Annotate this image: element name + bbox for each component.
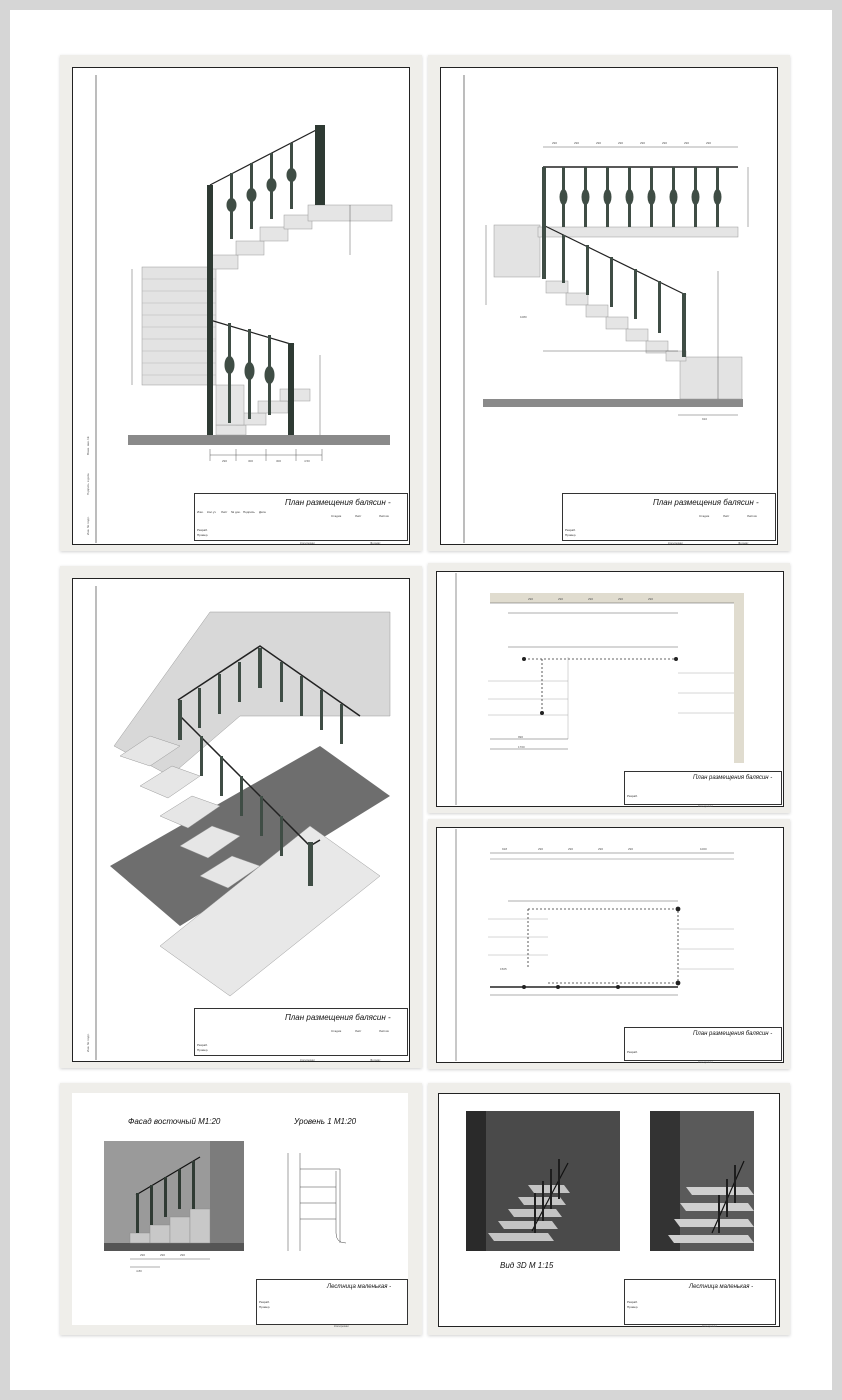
sheet-7-lbl-razrab: Разраб. [627,1300,638,1304]
sheet-6-caption-facade: Фасад восточный М1:20 [128,1117,221,1126]
sheet-2-lbl-prov: Провер. [565,533,577,537]
sheet-2-dim-f: 290 [662,141,668,145]
sheet-3-lbl-razrab: Разраб. [197,1043,208,1047]
sheet-2-lbl-sheets: Листов [747,514,757,518]
sheet-2-dim-i: 1080 [520,315,527,319]
sheet-4-dim-a: 290 [528,597,534,601]
sheet-4-lbl-razrab: Разраб. [627,794,638,798]
sheet-7-title-block [624,1279,776,1325]
sheet-3[interactable] [60,566,422,1068]
sheet-6-dim-a: 290 [140,1253,146,1257]
sheet-3-footer-left: Копировал [300,1058,316,1062]
sheet-3-side-a: Инв. № подл. [86,1033,90,1052]
sheet-2-dim-d: 290 [618,141,624,145]
sheet-6-lbl-razrab: Разраб. [259,1300,270,1304]
sheet-6-footer-left: Копировал [334,1324,350,1328]
sheet-5-footer-left: Копировал [698,1060,714,1064]
sheet-6-caption-level: Уровень 1 М1:20 [294,1117,357,1126]
sheet-7[interactable] [428,1083,790,1335]
sheet-6-dim-b: 290 [160,1253,166,1257]
sheet-4-dim-g: 1700 [518,745,525,749]
sheet-1-lbl-doc: № док. [231,510,241,514]
sheet-7-footer-left: Копировал [702,1324,718,1328]
sheet-2-footer-left: Копировал [668,541,684,545]
sheet-5-dim-d: 290 [598,847,604,851]
sheet-2-drawing [428,55,790,551]
sheet-1-lbl-sheets: Листов [379,514,389,518]
sheet-1-dim-d: 4.50 [304,459,310,463]
sheet-1[interactable] [60,55,422,551]
sheet-7-caption-3d: Вид 3D М 1:15 [500,1261,554,1270]
sheet-1-lbl-kol: Кол.уч [207,510,216,514]
sheet-2-title: План размещения балясин - [653,498,759,507]
sheet-3-lbl-sheet: Лист [355,1029,362,1033]
sheet-1-title: План размещения балясин - [285,498,391,507]
sheet-5-dim-f: 1000 [700,847,707,851]
sheet-7-title: Лестница маленькая - [689,1284,754,1290]
sheet-2-dim-j: 910 [702,417,708,421]
sheet-1-lbl-izm: Изм. [197,510,204,514]
sheet-2-dim-b: 290 [574,141,580,145]
sheet-5-dim-g: 1505 [500,967,507,971]
sheet-2-title-block [562,493,776,541]
sheet-2-lbl-razrab: Разраб. [565,528,576,532]
sheet-4-dim-e: 290 [648,597,654,601]
sheet-1-side-a: Инв. № подл. [86,516,90,535]
sheet-1-footer-left: Копировал [300,541,316,545]
sheet-6-title-block [256,1279,408,1325]
sheet-2-lbl-stage: Стадия [699,514,710,518]
sheet-1-title-block [194,493,408,541]
sheet-2-dim-h: 290 [706,141,712,145]
sheet-6-lbl-prov: Провер. [259,1305,271,1309]
sheet-5[interactable] [428,819,790,1069]
sheet-3-footer-right: Формат [370,1058,381,1062]
sheet-5-lbl-razrab: Разраб. [627,1050,638,1054]
sheet-1-lbl-sheet: Лист [355,514,362,518]
sheet-5-dim-b: 290 [538,847,544,851]
sheet-5-title: План размещения балясин - [693,1031,773,1037]
sheet-5-dim-a: 918 [502,847,508,851]
sheet-1-dim-a: 290 [222,459,228,463]
sheet-2-dim-c: 290 [596,141,602,145]
sheet-2-dim-a: 290 [552,141,558,145]
sheet-4-dim-f: 990 [518,735,524,739]
sheet-1-side-c: Взам. инв. № [86,436,90,455]
sheet-3-lbl-stage: Стадия [331,1029,342,1033]
sheet-4-title: План размещения балясин - [693,775,773,781]
sheet-2-dim-e: 290 [640,141,646,145]
sheet-1-drawing [60,55,422,551]
sheet-5-title-block [624,1027,782,1061]
sheet-1-side-b: Подпись и дата [86,473,90,495]
sheet-6-title: Лестница маленькая - [327,1284,392,1290]
sheet-2-footer-right: Формат [738,541,749,545]
sheet-4-dim-c: 290 [588,597,594,601]
sheet-4-footer-left: Копировал [698,804,714,808]
sheet-1-dim-b: 300 [248,459,254,463]
sheet-3-lbl-sheets: Листов [379,1029,389,1033]
sheet-2-lbl-sheet: Лист [723,514,730,518]
sheet-1-lbl-sign: Подпись [243,510,255,514]
sheet-2[interactable] [428,55,790,551]
sheet-1-lbl-stage: Стадия [331,514,342,518]
sheet-1-lbl-razrab: Разраб. [197,528,208,532]
sheet-4-title-block [624,771,782,805]
sheet-6[interactable] [60,1083,422,1335]
sheet-1-dim-c: 300 [276,459,282,463]
sheet-3-title-block [194,1008,408,1056]
sheet-5-dim-e: 290 [628,847,634,851]
sheet-1-footer-right: Формат [370,541,381,545]
sheet-1-lbl-prov: Провер. [197,533,209,537]
sheet-5-dim-c: 290 [568,847,574,851]
sheet-3-drawing [60,566,422,1068]
sheet-3-title: План размещения балясин - [285,1013,391,1022]
sheet-7-lbl-prov: Провер. [627,1305,639,1309]
sheet-4-dim-b: 290 [558,597,564,601]
sheet-4[interactable] [428,563,790,813]
sheet-3-lbl-prov: Провер. [197,1048,209,1052]
sheet-4-dim-d: 290 [618,597,624,601]
sheet-1-lbl-date: Дата [259,510,266,514]
sheet-6-dim-c: 290 [180,1253,186,1257]
sheet-6-dim-d: 4.80 [136,1269,142,1273]
sheet-2-dim-g: 290 [684,141,690,145]
sheet-1-lbl-list: Лист [221,510,228,514]
